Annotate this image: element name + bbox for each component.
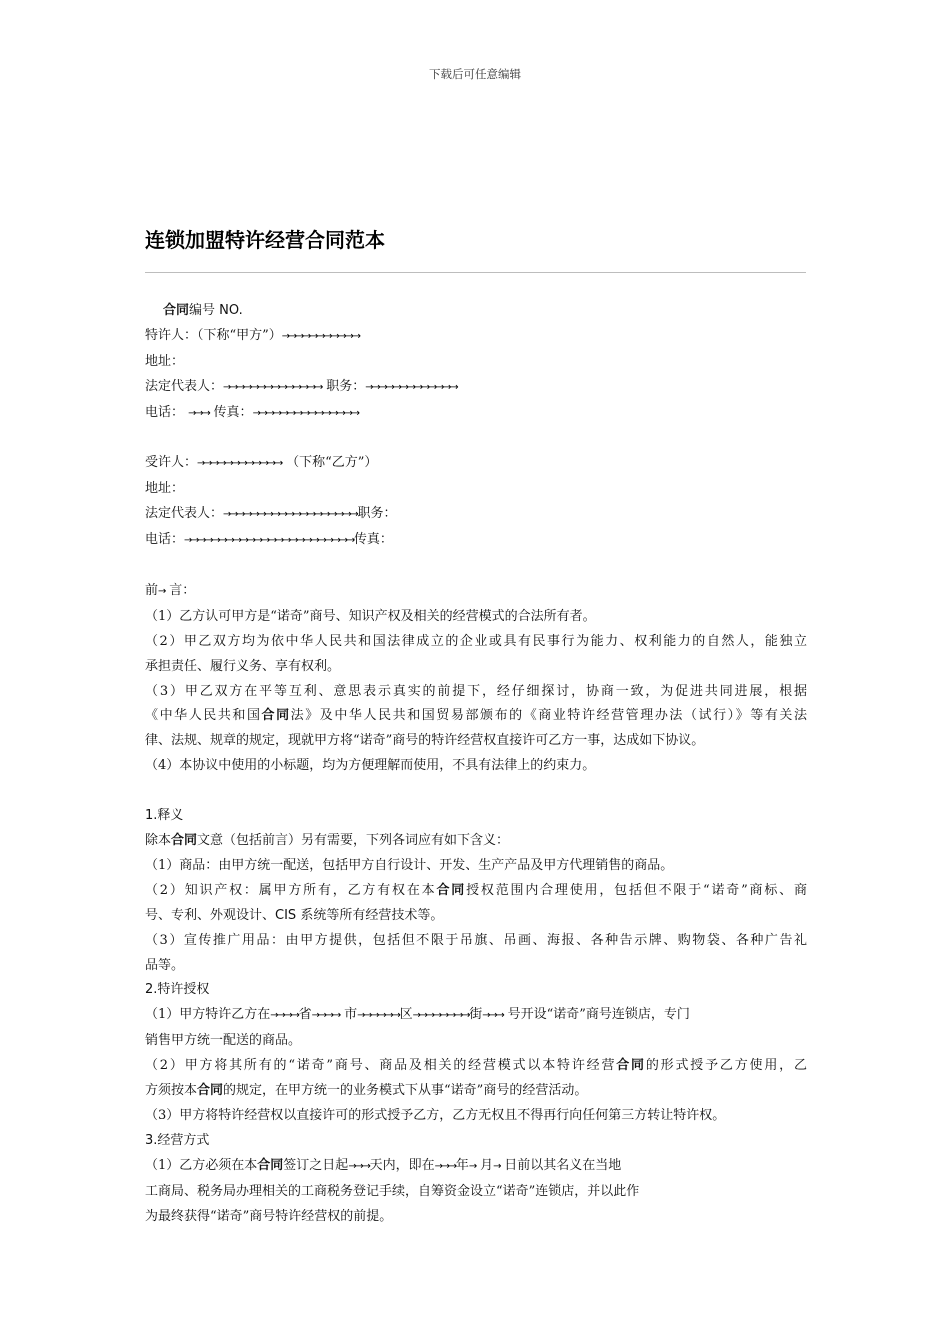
- blank-arrows: →→→→→→→→→→→→→→→→→→→: [223, 509, 358, 521]
- blank-arrows: →→→: [482, 1010, 504, 1022]
- blank-arrows: →→→→: [270, 1010, 299, 1022]
- preamble-heading: 前→ 言：: [145, 582, 196, 598]
- preamble-item-1: （1）乙方认可甲方是“诺奇”商号、知识产权及相关的经营模式的合法所有者。: [145, 608, 596, 624]
- blank-arrows: →→→: [348, 1160, 370, 1172]
- blank-arrows: →: [158, 585, 166, 597]
- section-3-item-1-line-3: 为最终获得“诺奇”商号特许经营权的前提。: [145, 1208, 393, 1224]
- section-1-item-2-line-2: 号、专利、外观设计、CIS 系统等所有经营技术等。: [145, 907, 444, 923]
- blank-arrows: →→→→→→→→→→→: [281, 330, 360, 342]
- page-header-note: 下载后可任意编辑: [429, 67, 521, 81]
- section-2-item-2-line-1: （2）甲方将其所有的“诺奇”商号、商品及相关的经营模式以本特许经营合同的形式授予乙方使用，乙: [145, 1058, 807, 1074]
- section-1-item-2-line-1: （2）知识产权：属甲方所有，乙方有权在本合同授权范围内合理使用，包括但不限于“诺奇”商标、商: [145, 882, 807, 898]
- section-1-item-3-line-1: （3）宣传推广用品：由甲方提供，包括但不限于吊旗、吊画、海报、各种告示牌、购物袋、各种广告礼: [145, 932, 807, 948]
- blank-arrows: →→→: [188, 407, 210, 419]
- section-2-item-1-line-2: 销售甲方统一配送的商品。: [145, 1033, 302, 1049]
- section-1-intro: 除本合同文意（包括前言）另有需要，下列各词应有如下含义：: [145, 832, 510, 848]
- party-a-address-line: 地址：: [145, 353, 185, 369]
- party-a-rep-line: 法定代表人：→→→→→→→→→→→→→→ 职务：→→→→→→→→→→→→→: [145, 378, 458, 394]
- section-3-item-1-line-2: 工商局、税务局办理相关的工商税务登记手续，自筹资金设立“诺奇”连锁店，并以此作: [145, 1183, 640, 1199]
- party-b-rep-line: 法定代表人：→→→→→→→→→→→→→→→→→→→职务：: [145, 506, 397, 522]
- party-b-address-line: 地址：: [145, 481, 185, 497]
- section-1-item-3-line-2: 品等。: [145, 957, 185, 973]
- party-a-phone-line: 电话： →→→ 传真：→→→→→→→→→→→→→→→: [145, 404, 359, 420]
- section-3-item-1-line-1: （1）乙方必须在本合同签订之日起→→→天内，即在→→→年→ 月→ 日前以其名义在当地: [145, 1157, 622, 1173]
- section-2-item-1-line-1: （1）甲方特许乙方在→→→→省→→→→ 市→→→→→→区→→→→→→→→街→→→ 号开设“诺奇”商号连锁店，专门: [145, 1007, 690, 1023]
- party-a-label-line: 特许人：（下称“甲方”）→→→→→→→→→→→: [145, 327, 360, 343]
- blank-arrows: →→→→→→→→→→→→→→→: [252, 407, 359, 419]
- section-1-heading: 1.释义: [145, 808, 184, 824]
- blank-arrows: →→→→→→→→→→→→: [197, 458, 282, 470]
- blank-arrows: →→→: [434, 1160, 456, 1172]
- party-b-phone-line: 电话：→→→→→→→→→→→→→→→→→→→→→→→→传真：: [145, 532, 393, 548]
- title-divider: [145, 272, 806, 273]
- blank-arrows: →: [468, 1160, 476, 1172]
- preamble-item-3-line-3: 律、法规、规章的规定，现就甲方将“诺奇”商号的特许经营权直接许可乙方一事，达成如下协议。: [145, 733, 705, 749]
- contract-number-line: 合同编号 NO.: [163, 303, 243, 318]
- blank-arrows: →→→→→→→→: [412, 1010, 470, 1022]
- document-title: 连锁加盟特许经营合同范本: [145, 228, 385, 252]
- preamble-item-3-line-2: 《中华人民共和国合同法》及中华人民共和国贸易部颁布的《商业特许经营管理办法（试行）》等有关法: [145, 708, 807, 724]
- blank-arrows: →→→→→→: [357, 1010, 400, 1022]
- section-1-item-1: （1）商品：由甲方统一配送，包括甲方自行设计、开发、生产产品及甲方代理销售的商品。: [145, 857, 674, 873]
- section-2-heading: 2.特许授权: [145, 982, 210, 998]
- preamble-item-4: （4）本协议中使用的小标题，均为方便理解而使用，不具有法律上的约束力。: [145, 758, 596, 774]
- party-b-label-line: 受许人：→→→→→→→→→→→→ （下称“乙方”）: [145, 455, 378, 471]
- blank-arrows: →: [493, 1160, 501, 1172]
- blank-arrows: →→→→: [311, 1010, 340, 1022]
- section-3-heading: 3.经营方式: [145, 1132, 210, 1148]
- contract-body: [145, 299, 807, 1229]
- preamble-item-2-line-2: 承担责任、履行义务、享有权利。: [145, 658, 341, 674]
- blank-arrows: →→→→→→→→→→→→→→→→→→→→→→→→: [184, 535, 354, 547]
- section-2-item-2-line-2: 方须按本合同的规定，在甲方统一的业务模式下从事“诺奇”商号的经营活动。: [145, 1083, 588, 1099]
- preamble-item-2-line-1: （2）甲乙双方均为依中华人民共和国法律成立的企业或具有民事行为能力、权利能力的自然人，能独立: [145, 633, 807, 649]
- preamble-item-3-line-1: （3）甲乙双方在平等互利、意思表示真实的前提下，经仔细探讨，协商一致，为促进共同进展，根据: [145, 683, 807, 699]
- blank-arrows: →→→→→→→→→→→→→: [365, 381, 458, 393]
- section-2-item-3: （3）甲方将特许经营权以直接许可的形式授予乙方，乙方无权且不得再行向任何第三方转让特许权。: [145, 1107, 726, 1123]
- blank-arrows: →→→→→→→→→→→→→→: [223, 381, 323, 393]
